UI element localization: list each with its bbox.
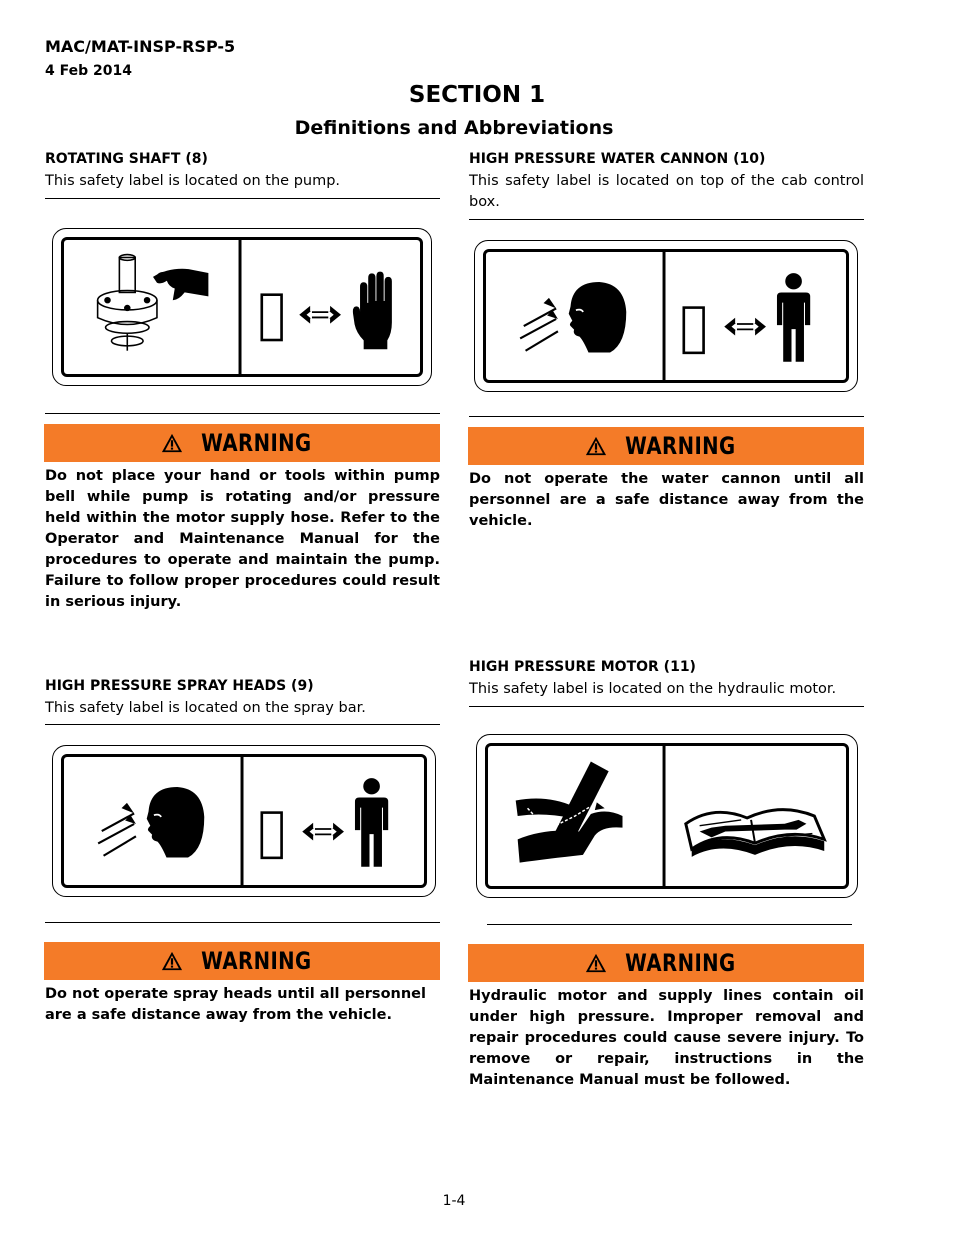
- hose-injection-icon: [516, 762, 623, 863]
- warning-word: WARNING: [624, 949, 736, 977]
- warning-banner: [44, 942, 440, 980]
- warning-text-motor: Hydraulic motor and supply lines contain oil under high pressure. Improper removal and repair procedures could cause severe injury. To remove or repair, instructions in the Maintenance Manual must be followed.: [469, 988, 864, 1088]
- section-subtitle: Definitions and Abbreviations: [294, 117, 614, 139]
- warning-word: WARNING: [200, 947, 312, 975]
- divider: [45, 724, 440, 725]
- water-cannon-pictogram: [486, 252, 846, 380]
- divider: [45, 922, 440, 923]
- divider: [469, 219, 864, 220]
- warning-triangle-icon: [585, 952, 607, 974]
- warning-triangle-icon: [585, 435, 607, 457]
- warning-triangle-icon: [161, 950, 183, 972]
- warning-banner: [44, 424, 440, 462]
- divider: [469, 416, 864, 417]
- keep-away-icon: [262, 813, 282, 858]
- document-date: 4 Feb 2014: [45, 63, 132, 79]
- person-icon: [355, 778, 388, 867]
- divider: [487, 924, 852, 925]
- label-description-rotating-shaft: This safety label is located on the pump.: [45, 173, 341, 189]
- safety-label-spray-heads: [52, 745, 436, 897]
- safety-label-rotating-shaft: [52, 228, 432, 386]
- keep-away-icon: [684, 308, 704, 353]
- warning-triangle-icon: [161, 432, 183, 454]
- stop-hand-icon: [353, 272, 392, 350]
- divider: [45, 198, 440, 199]
- safety-label-motor: [476, 734, 858, 898]
- pump-shaft-icon: [98, 255, 157, 351]
- spray-heads-pictogram: [64, 757, 424, 885]
- head-spray-icon: [98, 787, 204, 858]
- page-number: 1-4: [442, 1193, 466, 1209]
- manual-book-icon: [686, 810, 824, 857]
- divider: [469, 706, 864, 707]
- divider: [45, 413, 440, 414]
- warning-word: WARNING: [200, 429, 312, 457]
- head-spray-icon: [520, 282, 626, 353]
- label-description-water-cannon: This safety label is located on top of the cab control box.: [469, 173, 864, 210]
- warning-word: WARNING: [624, 432, 736, 460]
- person-icon: [777, 273, 810, 362]
- double-arrow-icon: [724, 318, 766, 336]
- label-description-spray-heads: This safety label is located on the spray bar.: [45, 700, 366, 716]
- warning-text-water-cannon: Do not operate the water cannon until all personnel are a safe distance away from the vehicle.: [469, 471, 864, 529]
- warning-banner: [468, 427, 864, 465]
- document-id: MAC/MAT-INSP-RSP-5: [45, 37, 236, 56]
- label-title-rotating-shaft: ROTATING SHAFT (8): [45, 151, 208, 167]
- label-description-motor: This safety label is located on the hydraulic motor.: [469, 681, 837, 697]
- section-title: SECTION 1: [408, 82, 546, 108]
- double-arrow-icon: [302, 823, 344, 841]
- label-title-spray-heads: HIGH PRESSURE SPRAY HEADS (9): [45, 678, 314, 694]
- label-title-motor: HIGH PRESSURE MOTOR (11): [469, 659, 696, 675]
- safety-label-water-cannon: [474, 240, 858, 392]
- warning-text-rotating-shaft: Do not place your hand or tools within pump bell while pump is rotating and/or pressure held within the motor supply hose. Refer to the Operator and Maintenance Manual for the procedures to operate and maintain the pump. Failure to follow proper procedures could result in serious injury.: [45, 468, 440, 610]
- double-arrow-icon: [299, 306, 341, 324]
- keep-away-icon: [262, 295, 282, 340]
- motor-pictogram: [488, 746, 846, 886]
- label-title-water-cannon: HIGH PRESSURE WATER CANNON (10): [469, 151, 766, 167]
- rotating-shaft-pictogram: [64, 240, 420, 374]
- warning-banner: [468, 944, 864, 982]
- warning-text-spray-heads: Do not operate spray heads until all personnel are a safe distance away from the vehicle.: [45, 986, 426, 1023]
